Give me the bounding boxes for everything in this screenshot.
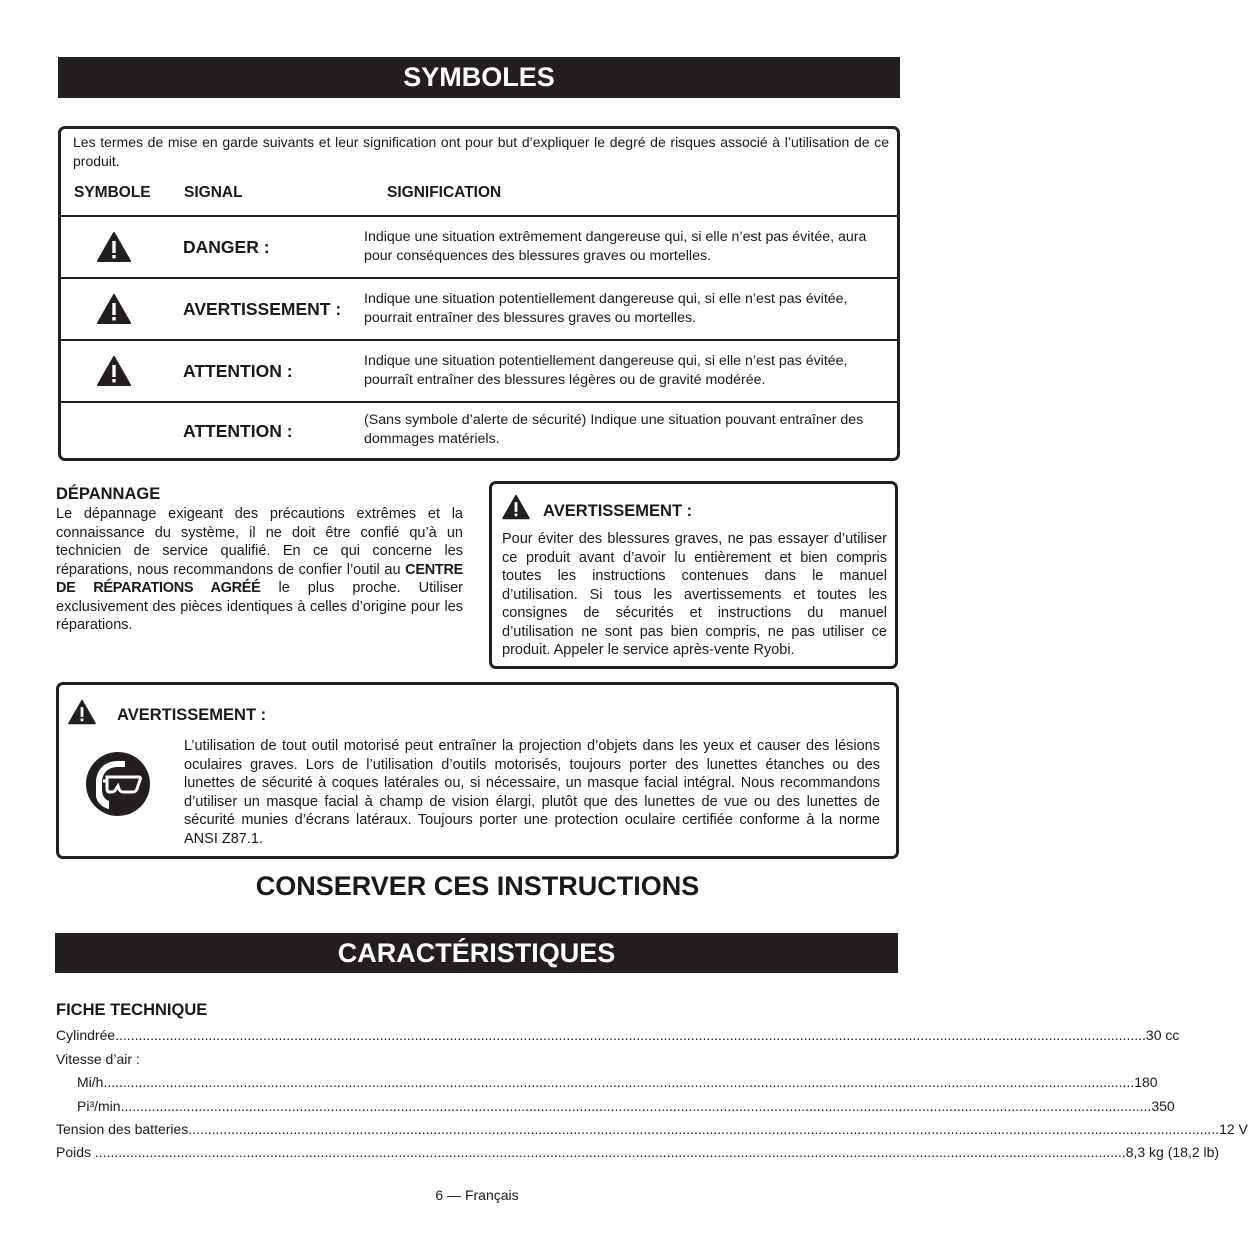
warning-eye-title: AVERTISSEMENT :	[117, 706, 267, 724]
depannage-text	[56, 505, 463, 635]
warning-triangle-icon	[96, 231, 132, 263]
spec-value: 12 V	[1219, 1121, 1248, 1137]
spec-line	[77, 1097, 1175, 1115]
spec-value: 350	[1151, 1098, 1175, 1114]
spec-label: Pi³/min	[77, 1098, 121, 1114]
caracteristiques-title: CARACTÉRISTIQUES	[337, 938, 616, 968]
spec-value: 8,3 kg (18,2 lb)	[1125, 1144, 1220, 1160]
warning-box-eye	[56, 682, 899, 859]
spec-line	[56, 1120, 1248, 1138]
spec-leader: .........................................................................................................................................................................................................................................................................	[188, 1121, 1220, 1137]
spec-label: Mi/h	[77, 1074, 104, 1090]
symbol-row-attention-no-icon	[61, 401, 897, 460]
spec-line	[56, 1026, 1180, 1044]
spec-leader: .........................................................................................................................................................................................................................................................................	[91, 1144, 1126, 1160]
symbols-table	[58, 126, 900, 461]
spec-label: Tension des batteries	[56, 1121, 189, 1137]
header-symbol: SYMBOLE	[74, 184, 151, 201]
depannage-text-start: Le dépannage exigeant des précautions extrêmes et la connaissance du système, il ne doit être confié qu’à un technicien de service qualifié. En ce qui concerne les réparations, nous recommandons de confier l’outil au	[56, 506, 463, 578]
safety-glasses-icon	[85, 751, 151, 817]
depannage-section	[56, 485, 463, 635]
warning-box-small	[489, 481, 898, 669]
spec-leader: .........................................................................................................................................................................................................................................................................	[103, 1074, 1135, 1090]
warning-triangle-icon	[501, 494, 531, 520]
spec-label: Vitesse d’air :	[56, 1051, 140, 1067]
warning-triangle-icon	[67, 699, 97, 725]
signal-label: AVERTISSEMENT :	[183, 299, 342, 319]
symbol-row-danger	[61, 215, 897, 279]
depannage-title: DÉPANNAGE	[56, 485, 161, 503]
symboles-title: SYMBOLES	[403, 62, 555, 92]
fiche-technique-title: FICHE TECHNIQUE	[56, 1001, 208, 1019]
warning-triangle-icon	[96, 293, 132, 325]
spec-line	[56, 1143, 1220, 1161]
header-signal: SIGNAL	[184, 184, 243, 201]
signal-label: ATTENTION :	[183, 421, 293, 441]
spec-leader: .........................................................................................................................................................................................................................................................................	[115, 1027, 1146, 1043]
spec-line	[77, 1073, 1158, 1091]
spec-value: 30 cc	[1145, 1027, 1180, 1043]
caracteristiques-banner	[55, 933, 898, 973]
page-footer: 6 — Français	[435, 1187, 519, 1203]
spec-label: Poids	[56, 1144, 92, 1160]
signal-label: DANGER :	[183, 237, 270, 257]
symboles-banner	[58, 57, 900, 98]
signal-label: ATTENTION :	[183, 361, 293, 381]
signal-meaning: Indique une situation extrêmement dangereuse qui, si elle n’est pas évitée, aura pour conséquences des blessures graves ou mortelles.	[364, 229, 867, 264]
warning-triangle-icon	[96, 355, 132, 387]
symbol-row-attention	[61, 339, 897, 403]
header-meaning: SIGNIFICATION	[387, 184, 502, 201]
spec-label: Cylindrée	[56, 1027, 116, 1043]
warning-eye-text: L’utilisation de tout outil motorisé peut entraîner la projection d’objets dans les yeux et causer des lésions oculaires graves. Lors de l’utilisation d’outils motorisés, toujours porter des lunettes étanches ou des lunettes de sécurité à coques latérales ou, si nécessaire, un masque facial intégral. Nous recommandons d’utiliser un masque facial à champ de vision élargi, plutôt que des lunettes de vue ou des lunettes de sécurité munies d’écrans latéraux. Toujours porter une protection oculaire certifiée conforme à la norme ANSI Z87.1.	[184, 738, 880, 847]
symbols-intro: Les termes de mise en garde suivants et leur signification ont pour but d’expliquer le degré de risques associé à l’utilisation de ce produit.	[73, 134, 889, 169]
depannage-text-end: le plus proche. Utiliser exclusivement des pièces identiques à celles d’origine pour les réparations.	[56, 580, 463, 633]
signal-meaning: Indique une situation potentiellement dangereuse qui, si elle n’est pas évitée, pourrait entraîner des blessures graves ou mortelles.	[364, 291, 848, 326]
signal-meaning: Indique une situation potentiellement dangereuse qui, si elle n’est pas évitée, pourraît entraîner des blessures légères ou de gravité modérée.	[364, 353, 848, 388]
spec-line	[56, 1050, 893, 1068]
spec-value: 180	[1134, 1074, 1158, 1090]
signal-meaning: (Sans symbole d’alerte de sécurité) Indique une situation pouvant entraîner des dommages matériels.	[364, 412, 864, 447]
symbol-row-avertissement	[61, 277, 897, 341]
conserver-heading: CONSERVER CES INSTRUCTIONS	[255, 871, 700, 901]
warning-small-text: Pour éviter des blessures graves, ne pas essayer d’utiliser ce produit avant d’avoir lu entièrement et bien compris toutes les instructions contenues dans le manuel d’utilisation. Si tous les avertissements et toutes les consignes de sécurités et instructions du manuel d’utilisation ne sont pas bien compris, ne pas utiliser ce produit. Appeler le service après-vente Ryobi.	[502, 531, 887, 658]
warning-small-title: AVERTISSEMENT :	[543, 502, 693, 520]
depannage-text-bold: CENTRE DE RÉPARATIONS AGRÉÉ	[56, 561, 463, 596]
spec-leader: .........................................................................................................................................................................................................................................................................	[120, 1098, 1152, 1114]
